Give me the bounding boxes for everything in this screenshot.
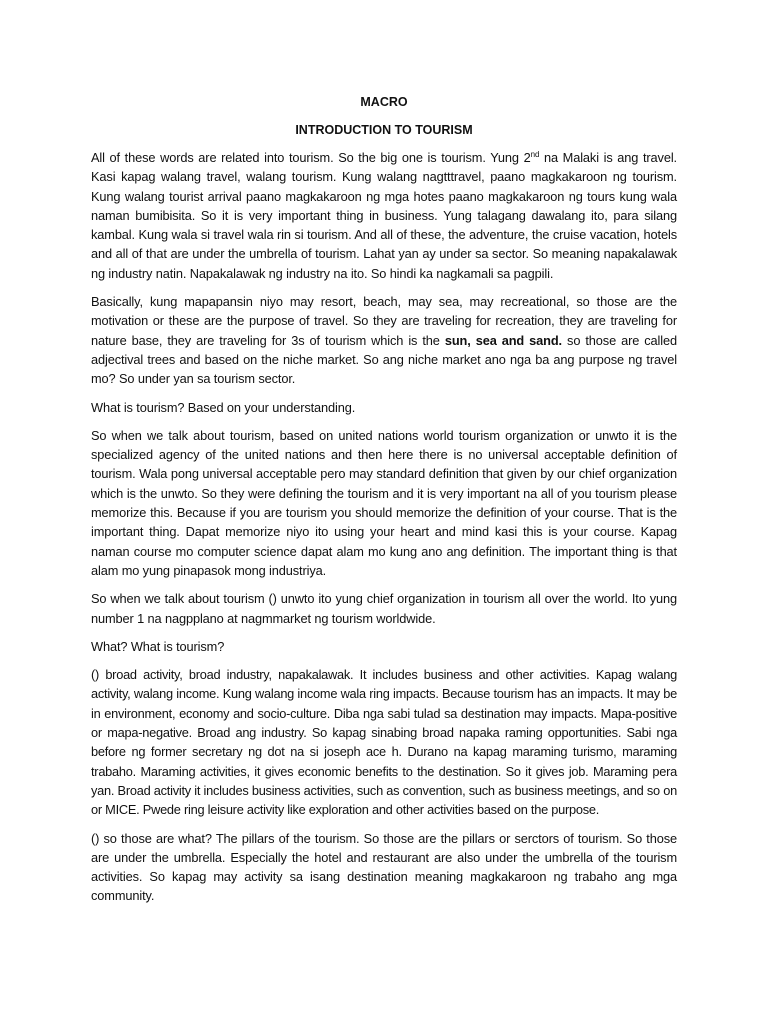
ordinal-superscript: nd	[530, 150, 540, 159]
paragraph-1-text-b: na Malaki is ang travel. Kasi kapag walang travel, walang tourism. Kung walang nagtttravel, paano magkakaroon ng tourism. Kung walang tourist arrival paano magkakaroon ng mga hotes paano magkakaroon ng tours kung wala naman bumibisita. So it is very important thing in business. Yung talagang dawalang ito, para silang kambal. Kung wala si travel wala rin si tourism. And all of these, the adventure, the cruise vacation, hotels and all of that are under the umbrella of tourism. Lahat yan ay under sa sector. So meaning napakalawak ng industry natin. Napakalawak ng industry na ito. So hindi ka nagkamali sa pagpili.	[91, 150, 677, 281]
paragraph-1-text-a: All of these words are related into tourism. So the big one is tourism. Yung 2	[91, 150, 531, 165]
paragraph-5: So when we talk about tourism () unwto ito yung chief organization in tourism all over the world. Ito yung number 1 na nagpplano at nagmmarket ng tourism worldwide.	[91, 591, 677, 626]
paragraph-7: () broad activity, broad industry, napakalawak. It includes business and other activities. Kapag walang activity, walang income. Kung walang income wala ring impacts. Because tourism has an impacts. It may be in environment, economy and socio-culture. Diba nga sabi tulad sa destination may impacts. Mapa-positive or mapa-negative. Broad ang industry. So kapag sinabing broad napaka raming opportunities. Sabi nga before ng former secretary ng dot na si joseph ace h. Durano na kapag maraming turismo, maraming trabaho. Maraming activities, it gives economic benefits to the destination. So it gives job. Maraming pera yan. Broad activity it includes business activities, such as convention, such as business meetings, and so on or MICE. Pwede ring leisure activity like exploration and other activities based on the purpose.	[91, 667, 677, 818]
paragraph-8: () so those are what? The pillars of the tourism. So those are the pillars or serctors of tourism. So those are under the umbrella. Especially the hotel and restaurant are also under the umbrella of the tourism activities. So kapag may activity sa isang destination meaning magkakaroon ng trabaho ang mga community.	[91, 830, 677, 904]
paragraph-2-text-a: Basically, kung mapapansin niyo may resort, beach, may sea, may recreational, so those are the motivation or these are the purpose of travel. So they are traveling for recreation, they are traveling for nature base, they are traveling for 3s of tourism which is the	[91, 294, 677, 348]
paragraph-2	[91, 292, 677, 388]
paragraph-2-bold: sun, sea and sand.	[444, 332, 562, 348]
paragraph-2-text-b: so those are called adjectival trees and based on the niche market. So ang niche market ano nga ba ang purpose ng travel mo? So under yan sa tourism sector.	[91, 332, 677, 387]
paragraph-6: What? What is tourism?	[91, 638, 225, 654]
paragraph-1	[91, 148, 677, 283]
paragraph-4: So when we talk about tourism, based on united nations world tourism organization or unwto it is the specialized agency of the united nations and then here there is no universal acceptable definition of tourism. Wala pong universal acceptable pero may standard definition that given by our chief organization which is the unwto. So they were defining the tourism and it is very important na all of you tourism please memorize this. Because if you are tourism you should memorize the definition of your course. That is the important thing. Dapat memorize niyo ito using your heart and mind kasi this is your course. Kapag naman course mo computer science dapat alam mo kung ano ang definition. The important thing is that alam mo yung pinapasok mong industriya.	[91, 427, 677, 578]
document-title: INTRODUCTION TO TOURISM	[295, 123, 473, 137]
paragraph-3: What is tourism? Based on your understanding.	[91, 399, 356, 415]
heading: MACRO	[360, 95, 408, 109]
